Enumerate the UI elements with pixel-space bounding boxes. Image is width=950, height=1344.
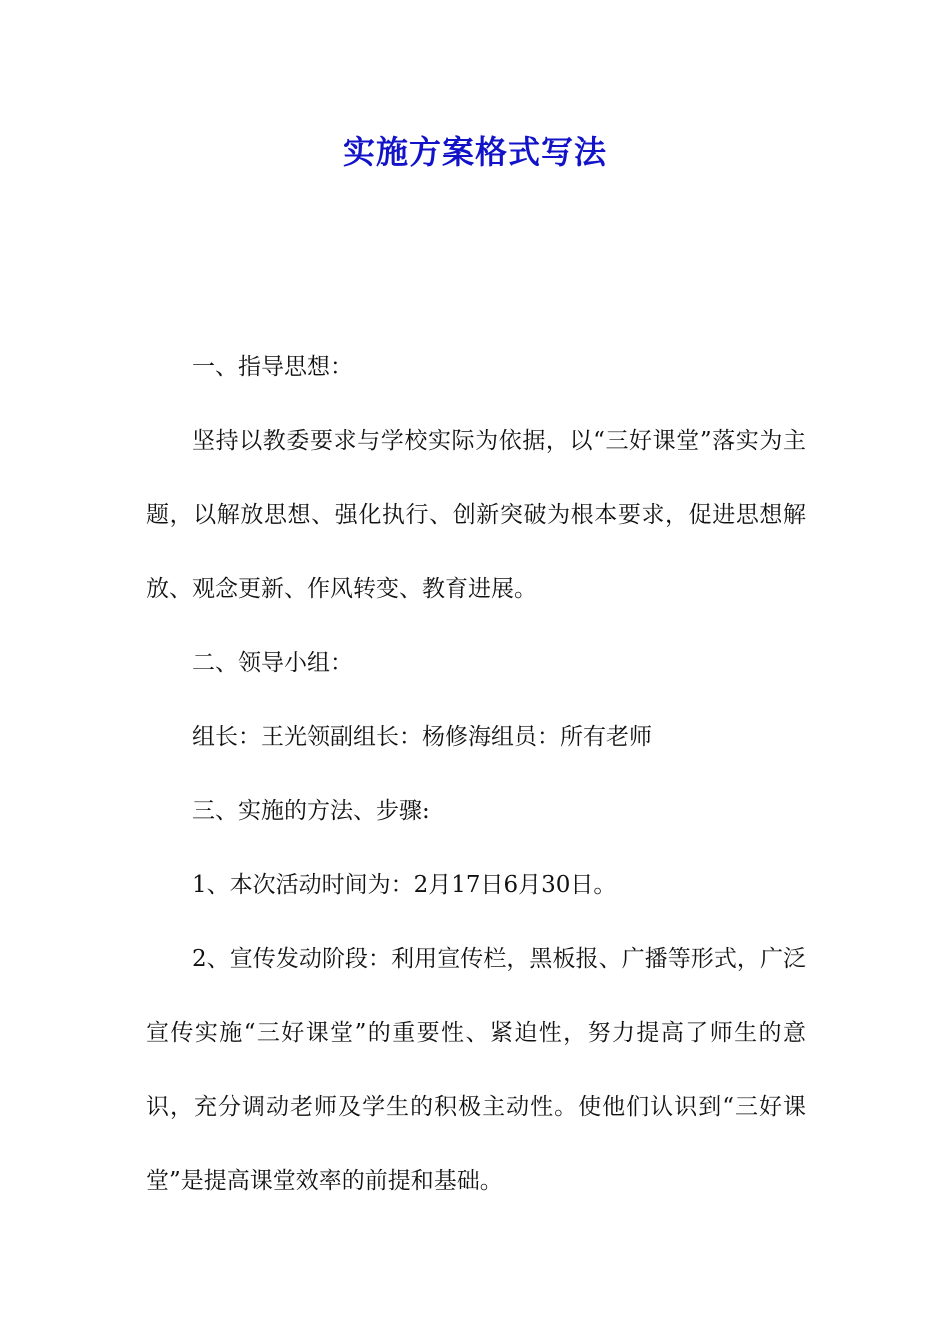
paragraph-guiding-ideology: 坚持以教委要求与学校实际为依据，以“三好课堂”落实为主题，以解放思想、强化执行、创新突破为根本要求，促进思想解放、观念更新、作风转变、教育进展。 (146, 428, 806, 602)
paragraph-step-2: 2、宣传发动阶段：利用宣传栏，黑板报、广播等形式，广泛宣传实施“三好课堂”的重要性、紧迫性，努力提高了师生的意识，充分调动老师及学生的积极主动性。使他们认识到“三好课堂”是提高课堂效率的前提和基础。 (146, 946, 806, 1194)
document-title: 实施方案格式写法 (342, 133, 607, 171)
paragraph-leadership-members: 组长：王光领副组长：杨修海组员：所有老师 (192, 724, 652, 750)
section-heading-guiding-ideology: 一、指导思想： (192, 354, 353, 380)
section-heading-leadership-group: 二、领导小组： (192, 650, 353, 676)
section-heading-methods-steps: 三、实施的方法、步骤: (192, 798, 430, 824)
paragraph-step-1: 1、本次活动时间为：2月17日6月30日。 (192, 872, 617, 898)
document-body (146, 330, 806, 1218)
